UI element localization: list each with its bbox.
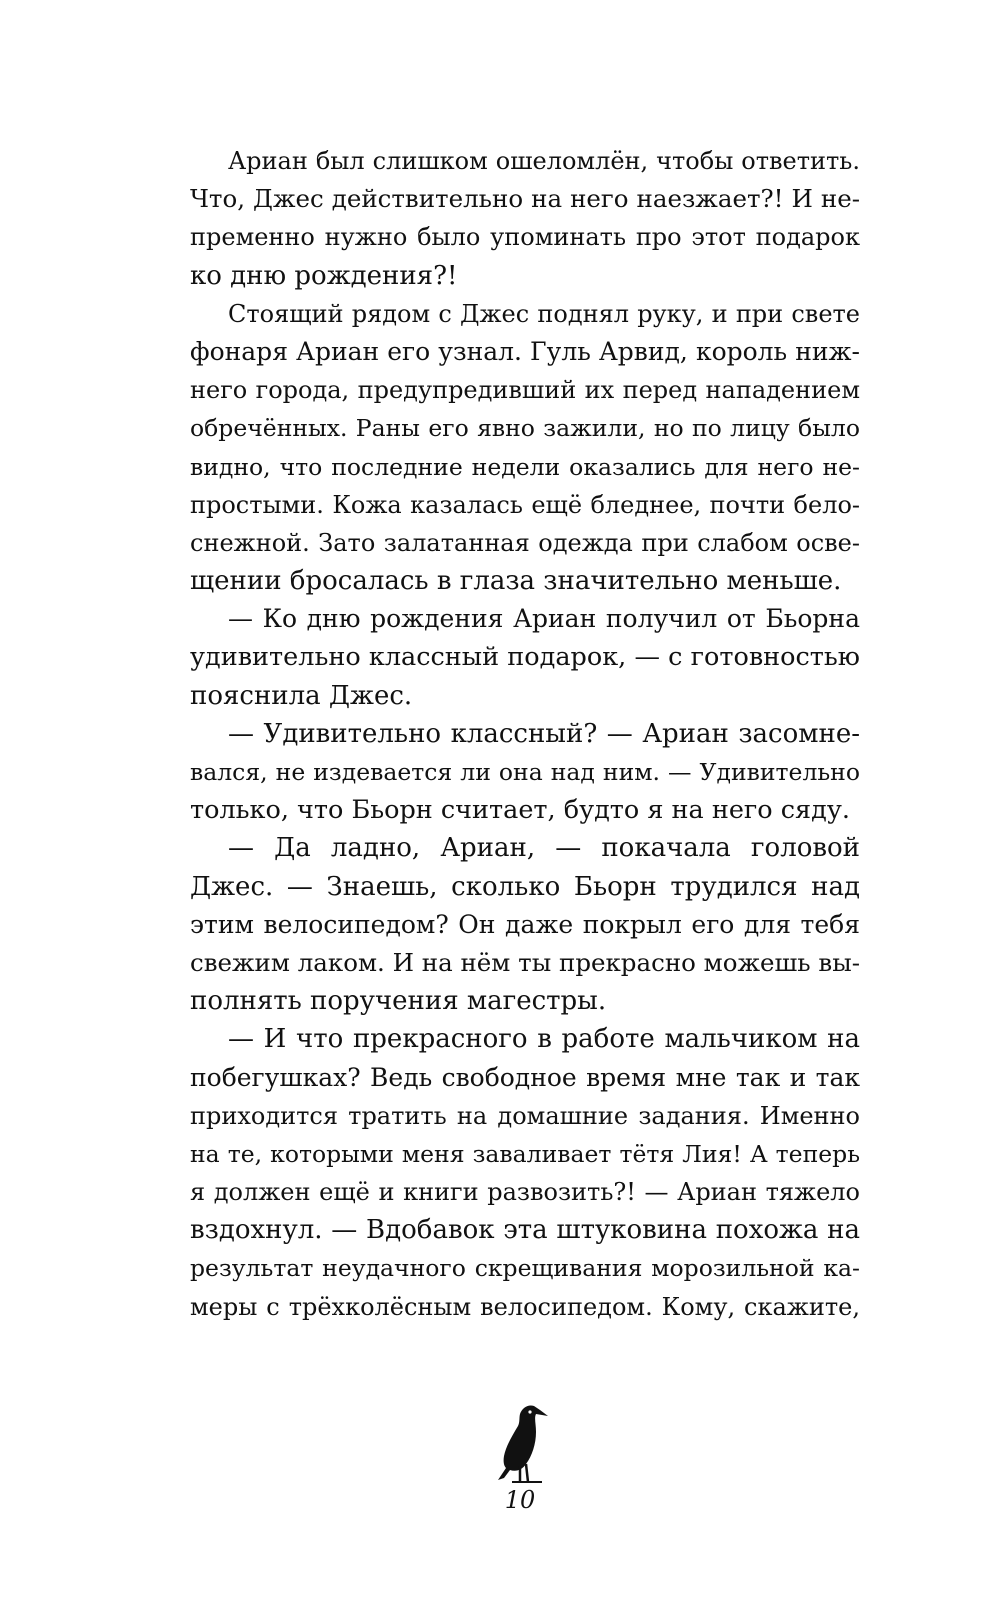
- body-text: [190, 142, 860, 1326]
- text-line: — Ко дню рождения Ариан получил от Бьорна: [228, 604, 860, 634]
- text-line: я должен ещё и книги развозить?! — Ариан тяжело: [190, 1178, 860, 1207]
- text-line: простыми. Кожа казалась ещё бледнее, почти бело-: [190, 490, 860, 519]
- text-line: Ариан был слишком ошеломлён, чтобы ответить.: [228, 147, 860, 175]
- text-line: Стоящий рядом с Джес поднял руку, и при свете: [228, 299, 860, 328]
- text-line: Что, Джес действительно на него наезжает?! И не-: [190, 184, 860, 214]
- text-line: — Да ладно, Ариан, — покачала головой: [228, 833, 860, 864]
- text-line: результат неудачного скрещивания морозильной ка-: [190, 1254, 860, 1283]
- text-line: щении бросалась в глаза значительно меньше.: [190, 566, 842, 597]
- text-line: снежной. Зато залатанная одежда при слабом осве-: [190, 528, 860, 557]
- text-line: вздохнул. — Вдобавок эта штуковина похожа на: [190, 1215, 860, 1246]
- text-line: приходится тратить на домашние задания. Именно: [190, 1101, 860, 1130]
- text-line: вался, не издевается ли она над ним. — Удивительно: [190, 758, 860, 786]
- text-line: — И что прекрасного в работе мальчиком на: [228, 1024, 860, 1055]
- text-line: только, что Бьорн считает, будто я на него сяду.: [190, 795, 850, 826]
- text-line: побегушках? Ведь свободное время мне так и так: [190, 1062, 860, 1092]
- text-line: — Удивительно классный? — Ариан засомне-: [228, 718, 860, 749]
- text-line: фонаря Ариан его узнал. Гуль Арвид, король ниж-: [190, 336, 860, 366]
- text-line: видно, что последние недели оказались для него не-: [190, 452, 860, 481]
- text-line: пременно нужно было упоминать про этот подарок: [190, 223, 860, 252]
- text-line: свежим лаком. И на нём ты прекрасно можешь вы-: [190, 947, 860, 977]
- text-line: ко дню рождения?!: [190, 260, 458, 291]
- text-line: пояснила Джес.: [190, 680, 413, 711]
- page-number: 10: [504, 1486, 536, 1514]
- raven-icon: [490, 1400, 560, 1490]
- text-line: удивительно классный подарок, — с готовностью: [190, 642, 860, 673]
- text-line: него города, предупредивший их перед нападением: [190, 376, 860, 405]
- text-line: Джес. — Знаешь, сколько Бьорн трудился над: [190, 871, 860, 902]
- text-line: на те, которыми меня заваливает тётя Лия! А теперь: [190, 1139, 860, 1168]
- text-line: обречённых. Раны его явно зажили, но по лицу было: [190, 414, 860, 443]
- text-line: меры с трёхколёсным велосипедом. Кому, скажите,: [190, 1292, 860, 1321]
- text-line: этим велосипедом? Он даже покрыл его для тебя: [190, 909, 860, 939]
- text-line: полнять поручения магестры.: [190, 986, 607, 1017]
